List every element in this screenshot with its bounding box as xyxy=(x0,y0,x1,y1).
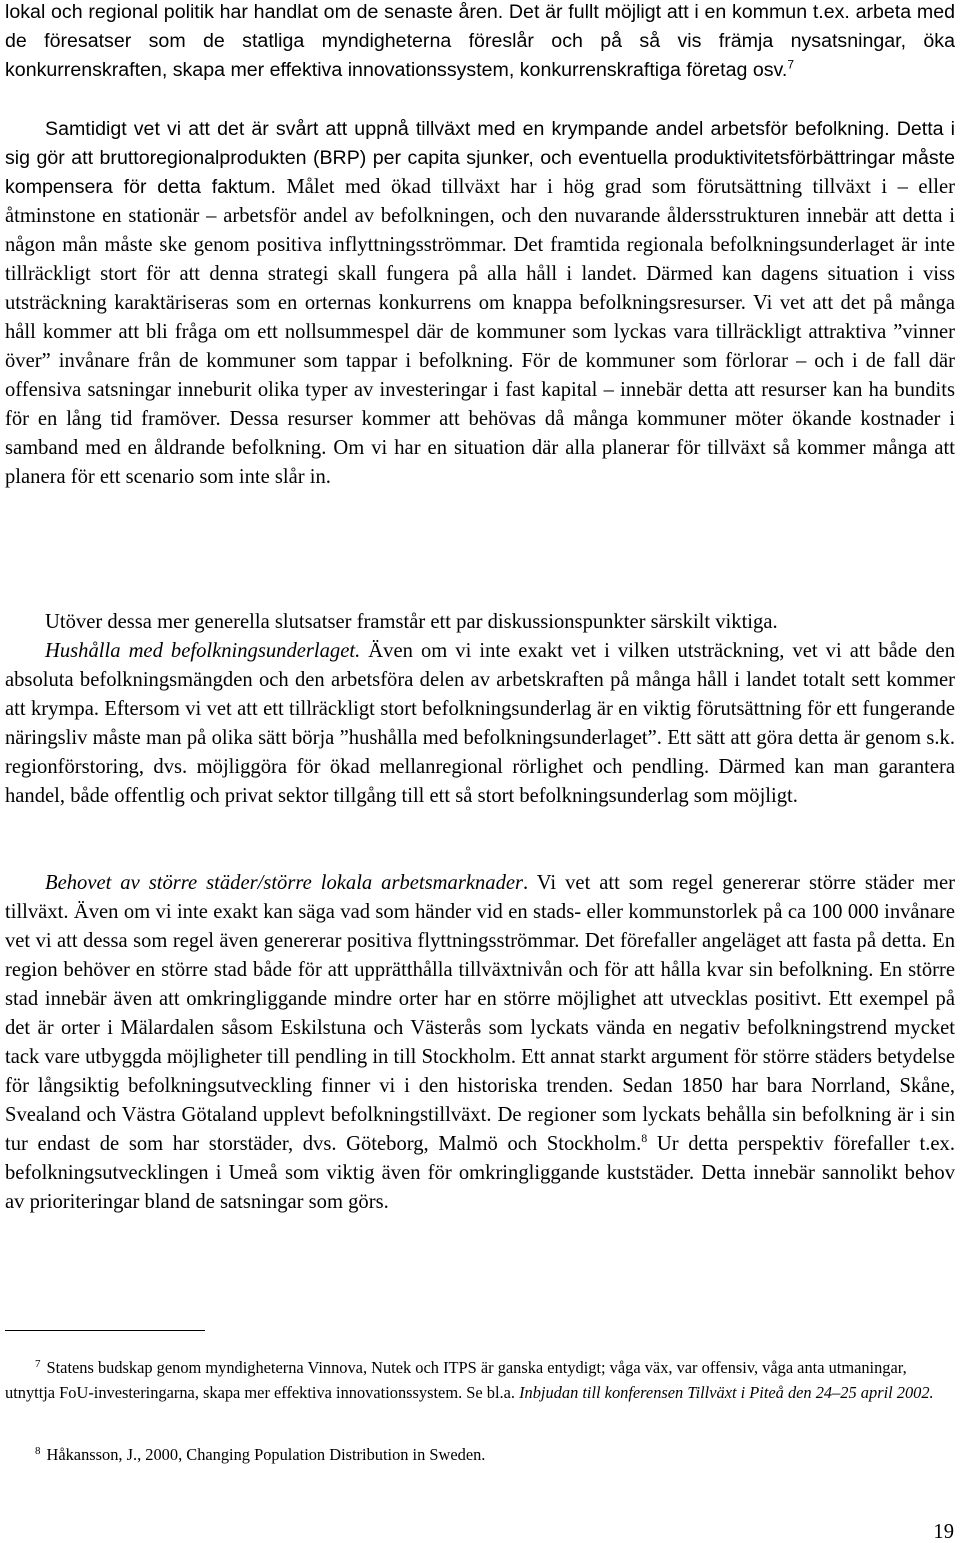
paragraph-text-serif: Målet med ökad tillväxt har i hög grad som förutsättning tillväxt i – eller åtminstone en stationär – arbetsför andel av befolkningen, och den nuvarande åldersstrukturen innebär att detta i någon mån måste ske genom positiva inflyttningsströmmar. Det framtida regionala befolkningsunderlaget är inte tillräckligt stort för att denna strategi skall fungera på alla håll i landet. Därmed kan dagens situation i viss utsträckning karaktäriseras som en orternas konkurrens om knappa befolkningsresurser. Vi vet att det på många håll kommer att bli fråga om ett nollsummespel där de kommuner som lyckas vara tillräckligt attraktiva ”vinner över” invånare från de kommuner som tappar i befolkning. För de kommuner som förlorar – och i de fall där offensiva satsningar inneburit olika typer av investeringar i fast kapital – innebär detta att resurser kan ha bundits för en lång tid framöver. Dessa resurser kommer att behövas då många kommuner möter ökande kostnader i samband med en åldrande befolkning. Om vi har en situation där alla planerar för tillväxt så kommer många att planera för ett scenario som inte slår in. xyxy=(5,176,955,488)
section-heading-household: Hushålla med befolkningsunderlaget. xyxy=(45,640,361,662)
paragraph-text: Även om vi inte exakt vet i vilken utsträckning, vet vi att både den absoluta befolkningsmängden och den arbetsföra delen av arbetskraften på många håll i landet totalt sett kommer att krympa. Eftersom vi vet att ett tillräckligt stort befolkningsunderlag är en viktig förutsättning för ett fungerande näringsliv måste man på olika sätt börja ”hushålla med befolkningsunderlaget”. Ett sätt att göra detta är genom s.k. regionförstoring, dvs. möjliggöra för ökad mellanregional rörlighet och pendling. Därmed kan man garantera handel, både offentlig och privat sektor tillgång till ett så stort befolkningsunderlag som möjligt. xyxy=(5,640,955,807)
paragraph-conclusions xyxy=(5,608,955,637)
paragraph-regional-politics xyxy=(5,0,955,85)
footnote-number: 7 xyxy=(35,1357,41,1370)
footnote-ref-7[interactable]: 7 xyxy=(787,57,794,72)
paragraph-text: lokal och regional politik har handlat om de senaste åren. Det är fullt möjligt att i en kommun t.ex. arbeta med de föresatser som de statliga myndigheterna föreslår och på så vis främja nysatsningar, öka konkurrenskraften, skapa mer effektiva innovationssystem, konkurrenskraftiga företag osv. xyxy=(5,1,955,81)
footnote-divider xyxy=(5,1330,205,1331)
paragraph-text-after: Ur detta perspektiv förefaller t.ex. befolkningsutvecklingen i Umeå som viktig även för omkringliggande kuststäder. Detta innebär sannolikt behov av prioriteringar bland de satsningar som görs. xyxy=(5,1133,955,1213)
section-heading-larger-cities: Behovet av större städer/större lokala arbetsmarknader xyxy=(45,872,524,894)
paragraph-growth xyxy=(5,115,955,492)
footnote-text-italic: Inbjudan till konferensen Tillväxt i Piteå den 24–25 april 2002. xyxy=(519,1383,934,1402)
footnote-number: 8 xyxy=(35,1444,41,1457)
footnote-ref-8[interactable]: 8 xyxy=(641,1131,648,1146)
paragraph-text: Utöver dessa mer generella slutsatser framstår ett par diskussionspunkter särskilt viktiga. xyxy=(45,611,778,633)
paragraph-text-sans: Samtidigt vet vi att det är svårt att uppnå tillväxt med en krympande andel arbetsför befolkning. Detta i sig gör att bruttoregionalprodukten (BRP) per capita sjunker, och eventuella produktivitetsförbättringar måste kompensera för detta faktum. xyxy=(5,118,955,198)
paragraph-text: . Vi vet att som regel genererar större städer mer tillväxt. Även om vi inte exakt kan säga vad som händer vid en stads- eller kommunstorlek på ca 100 000 invånare vet vi att dessa som regel även genererar positiva flyttningsströmmar. Det förefaller angeläget att fasta på detta. En region behöver en större stad både för att upprätthålla tillväxtnivån och för att hålla kvar sin befolkning. En större stad innebär även att omkringliggande mindre orter har en större möjlighet att utvecklas positivt. Ett exempel på det är orter i Mälardalen såsom Eskilstuna och Västerås som lyckats vända en negativ befolkningstrend mycket tack vare utbyggda möjligheter till pendling in till Stockholm. Ett annat starkt argument för större städers betydelse för långsiktig befolkningsutveckling finner vi i den historiska trenden. Sedan 1850 har bara Norrland, Skåne, Svealand och Västra Götaland upplevt befolkningstillväxt. De regioner som lyckats behålla sin befolkning är i sin tur endast de som har storstäder, dvs. Göteborg, Malmö och Stockholm. xyxy=(5,872,955,1155)
page-number: 19 xyxy=(933,1521,954,1543)
paragraph-household xyxy=(5,637,955,811)
footnote-text: Håkansson, J., 2000, Changing Population Distribution in Sweden. xyxy=(46,1445,486,1464)
footnote-text: Statens budskap genom myndigheterna Vinnova, Nutek och ITPS är ganska entydigt; våga väx, var offensiv, våga anta utmaningar, utnyttja FoU-investeringarna, skapa mer effektiva innovationssystem. Se bl.a. xyxy=(5,1358,907,1402)
paragraph-larger-cities xyxy=(5,869,955,1217)
footnote-8 xyxy=(5,1442,955,1467)
footnote-7 xyxy=(5,1355,955,1405)
